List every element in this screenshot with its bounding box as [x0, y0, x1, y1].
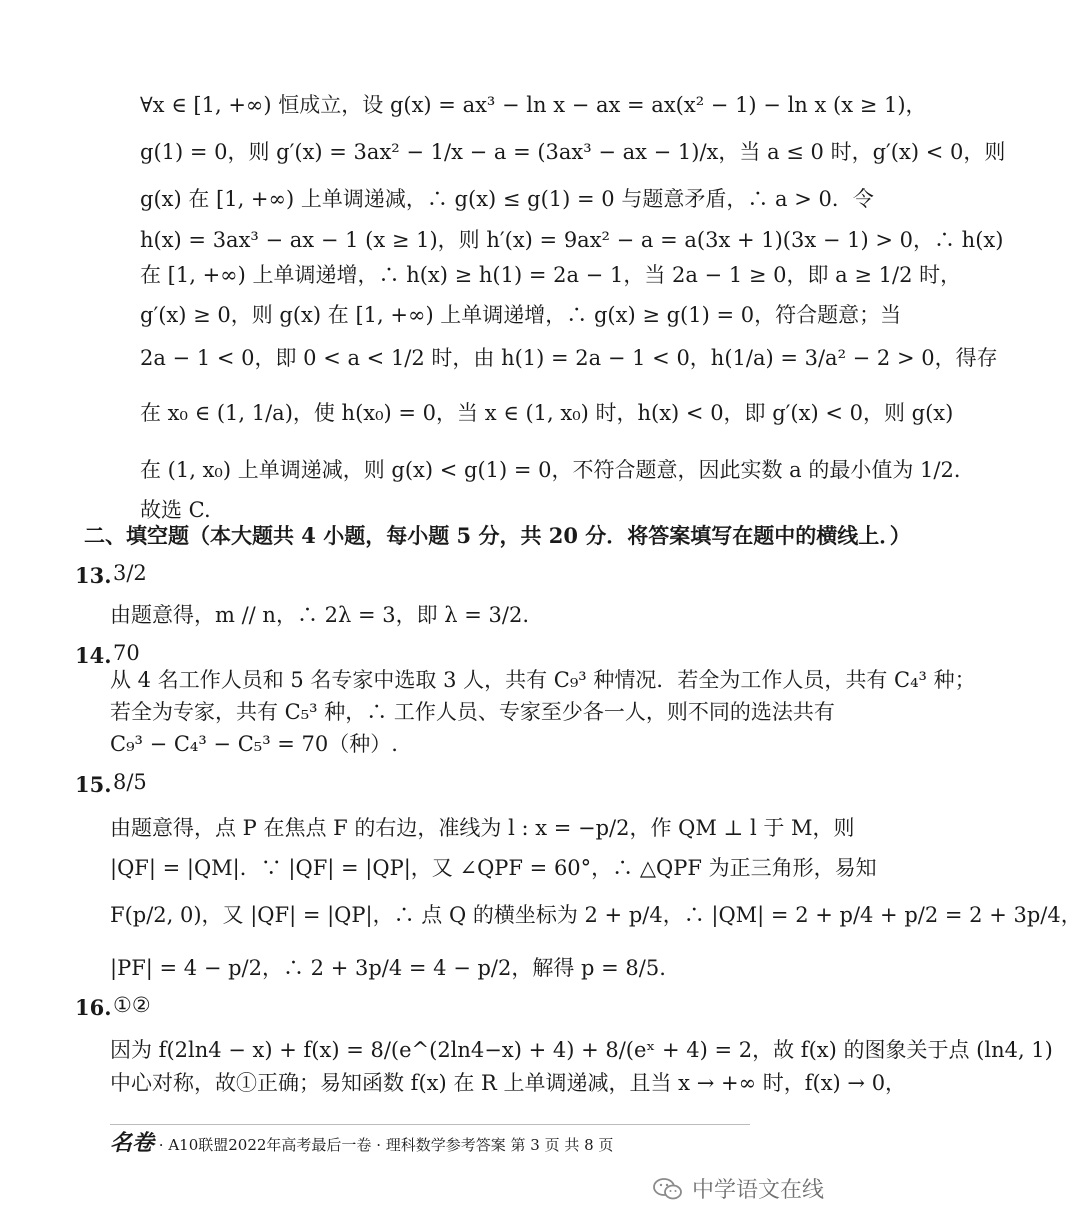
question-number: 15. [75, 772, 112, 797]
solution-line: 从 4 名工作人员和 5 名专家中选取 3 人，共有 C₉³ 种情况．若全为工作人员，共有 C₄³ 种； [110, 668, 976, 692]
solution-line: 若全为专家，共有 C₅³ 种，∴ 工作人员、专家至少各一人，则不同的选法共有 [110, 700, 835, 724]
footer-text: · A10联盟2022年高考最后一卷 · 理科数学参考答案 第 3 页 共 8 页 [158, 1136, 614, 1154]
watermark-text: 中学语文在线 [691, 1178, 824, 1203]
answer: 3/2 [113, 561, 147, 585]
solution-line: F(p/2, 0)，又 |QF| = |QP|，∴ 点 Q 的横坐标为 2 + p/4，∴ |QM| = 2 + p/4 + p/2 = 2 + 3p/4， [110, 903, 1082, 927]
wechat-icon [652, 1176, 684, 1202]
answer: 70 [113, 641, 140, 665]
solution-line: 由题意得，点 P 在焦点 F 的右边，准线为 l : x = −p/2，作 QM ⊥ l 于 M，则 [110, 816, 855, 840]
solution-line: 故选 C. [140, 498, 211, 522]
solution-line: C₉³ − C₄³ − C₅³ = 70（种）. [110, 732, 398, 756]
footer-logo: 名卷 [110, 1130, 155, 1156]
answer: 8/5 [113, 770, 147, 794]
solution-line: 因为 f(2ln4 − x) + f(x) = 8/(e^(2ln4−x) + 4) + 8/(eˣ + 4) = 2，故 f(x) 的图象关于点 (ln4, 1) [110, 1038, 1053, 1062]
footer-rule [110, 1124, 750, 1125]
section-heading: 二、填空题（本大题共 4 小题，每小题 5 分，共 20 分．将答案填写在题中的横线上．） [84, 523, 911, 548]
answer: ①② [113, 993, 151, 1017]
solution-line: h(x) = 3ax³ − ax − 1 (x ≥ 1)，则 h′(x) = 9ax² − a = a(3x + 1)(3x − 1) > 0，∴ h(x) [140, 228, 1004, 252]
solution-line: g(1) = 0，则 g′(x) = 3ax² − 1/x − a = (3ax³ − ax − 1)/x，当 a ≤ 0 时，g′(x) < 0，则 [140, 140, 1006, 164]
solution-line: ∀x ∈ [1, +∞) 恒成立，设 g(x) = ax³ − ln x − ax = ax(x² − 1) − ln x (x ≥ 1)， [140, 93, 927, 117]
solution-line: 2a − 1 < 0，即 0 < a < 1/2 时，由 h(1) = 2a − 1 < 0，h(1/a) = 3/a² − 2 > 0，得存 [140, 346, 998, 370]
page-footer [110, 1126, 750, 1157]
solution-line: 由题意得，m // n，∴ 2λ = 3，即 λ = 3/2. [110, 603, 529, 627]
watermark [652, 1173, 824, 1204]
question-number: 16. [75, 995, 112, 1020]
question-number: 13. [75, 563, 112, 588]
solution-line: g′(x) ≥ 0，则 g(x) 在 [1, +∞) 上单调递增，∴ g(x) ≥ g(1) = 0，符合题意；当 [140, 303, 902, 327]
solution-line: |QF| = |QM|．∵ |QF| = |QP|，又 ∠QPF = 60°，∴ △QPF 为正三角形，易知 [110, 856, 877, 880]
solution-line: 在 x₀ ∈ (1, 1/a)，使 h(x₀) = 0，当 x ∈ (1, x₀) 时，h(x) < 0，即 g′(x) < 0，则 g(x) [140, 401, 954, 425]
solution-line: 中心对称，故①正确；易知函数 f(x) 在 R 上单调递减，且当 x → +∞ 时，f(x) → 0， [110, 1071, 907, 1095]
solution-line: 在 (1, x₀) 上单调递减，则 g(x) < g(1) = 0，不符合题意，因此实数 a 的最小值为 1/2． [140, 458, 975, 482]
solution-line: 在 [1, +∞) 上单调递增，∴ h(x) ≥ h(1) = 2a − 1，当 2a − 1 ≥ 0，即 a ≥ 1/2 时， [140, 263, 962, 287]
solution-line: g(x) 在 [1, +∞) 上单调递减，∴ g(x) ≤ g(1) = 0 与题意矛盾，∴ a > 0．令 [140, 187, 874, 211]
question-number: 14. [75, 643, 112, 668]
solution-line: |PF| = 4 − p/2，∴ 2 + 3p/4 = 4 − p/2，解得 p = 8/5. [110, 956, 666, 980]
